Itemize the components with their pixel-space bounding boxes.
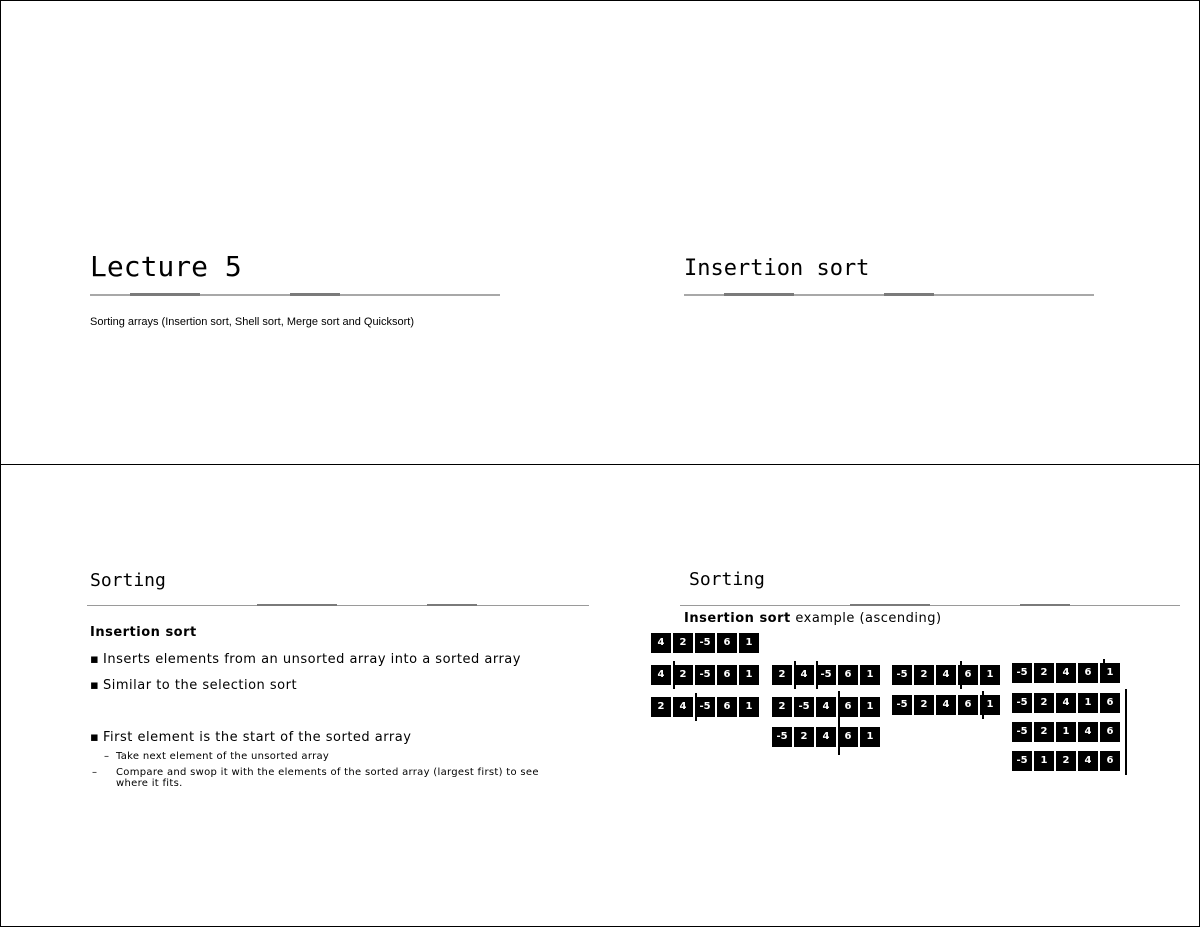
- array-cell: 1: [739, 665, 759, 685]
- sub-bullet-item: – Compare and swop it with the elements of the sorted array (largest first) to see where it fits.: [92, 767, 539, 789]
- sub-bullet-item: – Take next element of the unsorted array: [104, 751, 330, 762]
- array-cell: 4: [1078, 722, 1098, 742]
- array-row: [651, 697, 761, 717]
- bullet-item: ▪ Inserts elements from an unsorted array into a sorted array: [90, 652, 521, 667]
- array-cell: 6: [1100, 751, 1120, 771]
- array-cell: 1: [1100, 663, 1120, 683]
- array-row: [1012, 751, 1122, 771]
- array-cell: 4: [673, 697, 693, 717]
- array-cell: 2: [651, 697, 671, 717]
- sorted-boundary-marker: [982, 691, 984, 719]
- array-cell: 4: [651, 665, 671, 685]
- array-cell: -5: [816, 665, 836, 685]
- array-cell: 6: [958, 665, 978, 685]
- array-cell: 4: [1056, 693, 1076, 713]
- array-cell: 2: [914, 665, 934, 685]
- array-cell: 1: [860, 665, 880, 685]
- slide-title: Sorting: [689, 569, 765, 590]
- array-cell: 4: [816, 727, 836, 747]
- array-cell: 1: [739, 697, 759, 717]
- array-cell: 4: [794, 665, 814, 685]
- array-row: [651, 633, 761, 653]
- array-cell: 4: [1078, 751, 1098, 771]
- array-cell: 2: [1034, 663, 1054, 683]
- array-cell: -5: [695, 697, 715, 717]
- bullet-item: ▪ First element is the start of the sorted array: [90, 730, 412, 745]
- array-cell: -5: [695, 665, 715, 685]
- array-cell: 1: [1034, 751, 1054, 771]
- slide-lecture-title: [0, 0, 601, 465]
- bullet-marker: ▪: [90, 678, 100, 693]
- array-cell: 1: [1056, 722, 1076, 742]
- array-cell: 6: [958, 695, 978, 715]
- array-cell: 2: [914, 695, 934, 715]
- array-cell: 1: [860, 697, 880, 717]
- array-cell: 6: [1078, 663, 1098, 683]
- array-cell: -5: [892, 695, 912, 715]
- sorted-boundary-marker: [816, 661, 818, 689]
- sorted-boundary-marker: [838, 691, 840, 755]
- sorted-boundary-marker: [695, 693, 697, 721]
- array-cell: 4: [1056, 663, 1076, 683]
- array-cell: -5: [892, 665, 912, 685]
- array-cell: 2: [673, 633, 693, 653]
- array-cell: 1: [860, 727, 880, 747]
- array-row: [772, 665, 882, 685]
- array-cell: 6: [717, 697, 737, 717]
- sorted-boundary-marker: [673, 661, 675, 689]
- slide-sorting-text: [0, 464, 601, 927]
- array-row: [772, 727, 882, 747]
- bullet-item: ▪ Similar to the selection sort: [90, 678, 298, 693]
- array-cell: 6: [1100, 693, 1120, 713]
- array-cell: 2: [772, 697, 792, 717]
- array-cell: 2: [1056, 751, 1076, 771]
- sorted-boundary-marker: [1125, 689, 1127, 775]
- array-cell: 6: [1100, 722, 1120, 742]
- section-heading: Insertion sort: [90, 625, 197, 640]
- array-cell: -5: [1012, 722, 1032, 742]
- array-cell: 2: [1034, 693, 1054, 713]
- array-cell: 1: [739, 633, 759, 653]
- array-cell: 2: [673, 665, 693, 685]
- title-underline: [680, 605, 1180, 606]
- array-cell: 2: [794, 727, 814, 747]
- array-row: [772, 697, 882, 717]
- array-cell: -5: [794, 697, 814, 717]
- array-cell: 6: [717, 665, 737, 685]
- array-cell: -5: [1012, 751, 1032, 771]
- bullet-marker: ▪: [90, 730, 100, 745]
- slide-insertion-sort-title: [600, 0, 1200, 465]
- array-cell: -5: [1012, 693, 1032, 713]
- array-cell: -5: [1012, 663, 1032, 683]
- slide-title: Sorting: [90, 570, 166, 591]
- title-underline: [87, 605, 589, 606]
- array-row: [1012, 663, 1122, 683]
- array-cell: 6: [717, 633, 737, 653]
- array-row: [892, 665, 1002, 685]
- array-cell: 4: [651, 633, 671, 653]
- array-cell: -5: [695, 633, 715, 653]
- array-cell: 1: [1078, 693, 1098, 713]
- array-cell: 1: [980, 695, 1000, 715]
- array-cell: 1: [980, 665, 1000, 685]
- array-cell: 4: [936, 695, 956, 715]
- array-row: [892, 695, 1002, 715]
- sorted-boundary-marker: [1103, 659, 1105, 677]
- title-underline: [90, 294, 500, 296]
- slide-sorting-example: [600, 464, 1200, 927]
- array-row: [1012, 722, 1122, 742]
- sorted-boundary-marker: [794, 661, 796, 689]
- example-heading: Insertion sort example (ascending): [684, 611, 942, 626]
- sorted-boundary-marker: [960, 661, 962, 689]
- bullet-marker: ▪: [90, 652, 100, 667]
- array-cell: -5: [772, 727, 792, 747]
- array-cell: 6: [838, 727, 858, 747]
- array-row: [651, 665, 761, 685]
- array-row: [1012, 693, 1122, 713]
- title-underline: [684, 294, 1094, 296]
- array-cell: 2: [1034, 722, 1054, 742]
- array-cell: 2: [772, 665, 792, 685]
- array-cell: 6: [838, 697, 858, 717]
- slide-title: Insertion sort: [684, 256, 870, 281]
- array-cell: 4: [936, 665, 956, 685]
- array-cell: 6: [838, 665, 858, 685]
- array-cell: 4: [816, 697, 836, 717]
- slide-subtitle: Sorting arrays (Insertion sort, Shell sort, Merge sort and Quicksort): [90, 316, 415, 328]
- slide-title: Lecture 5: [90, 250, 242, 283]
